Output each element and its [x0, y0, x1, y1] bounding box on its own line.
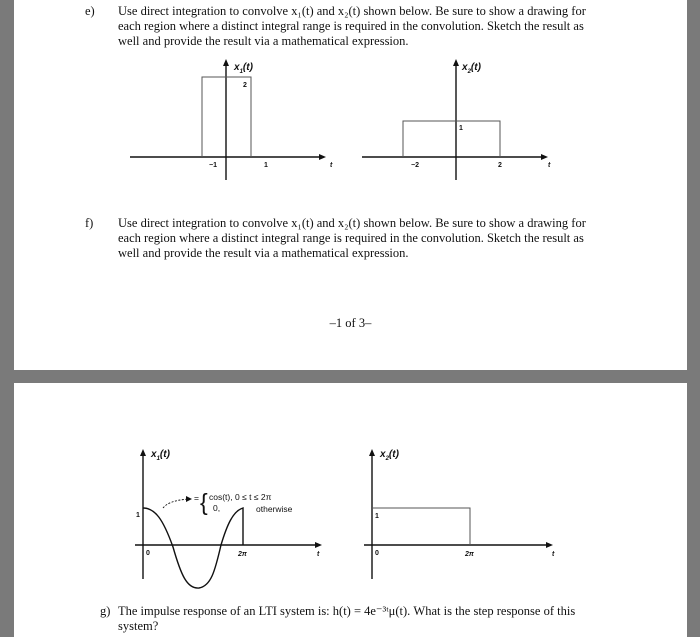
tick-label-right: 1: [264, 162, 268, 169]
plot-title: $x_2(t)$: [462, 62, 481, 75]
page-number: –1 of 3–: [329, 316, 372, 330]
tick-label-right: 2: [498, 162, 502, 169]
x-axis-arrow: [541, 154, 548, 160]
y-axis-arrow: [369, 449, 375, 456]
question-e-line-3: well and provide the result via a mathematical expression.: [118, 34, 409, 48]
plot-x1-cosine: [135, 445, 340, 605]
piece-case-1: cos(t), 0 ≤ t ≤ 2π: [209, 492, 272, 502]
question-g: [100, 604, 680, 636]
piece-case-2-condition: otherwise: [256, 504, 293, 514]
y-axis-arrow: [223, 59, 229, 66]
piece-brace: {: [200, 489, 208, 515]
annotation-arrowhead: [186, 496, 192, 502]
question-g-label: g): [100, 604, 111, 618]
tick-label-left: −2: [411, 162, 419, 169]
plot-x2-rect: [362, 56, 562, 186]
signal-x2-rect: [403, 121, 500, 157]
origin-label: 0: [146, 550, 150, 557]
plot-title: $x_2(t)$: [380, 449, 399, 462]
page-1: [14, 0, 687, 370]
axis-label-t: t: [552, 551, 555, 558]
question-f: [85, 216, 675, 264]
x-axis-arrow: [315, 542, 322, 548]
question-e-label: e): [85, 4, 95, 18]
question-f-label: f): [85, 216, 94, 230]
question-e: [85, 4, 675, 52]
y-axis-arrow: [140, 449, 146, 456]
piece-case-2-value: 0,: [213, 503, 221, 513]
axis-label-t: t: [330, 162, 333, 169]
signal-x2-window: [372, 508, 470, 545]
axis-label-t: t: [548, 162, 551, 169]
tick-label-2pi: 2π: [238, 551, 247, 558]
origin-label: 0: [375, 550, 379, 557]
question-g-line-2: system?: [118, 619, 159, 633]
plot-x1-rect: [130, 56, 333, 186]
y-axis-arrow: [453, 59, 459, 66]
plot-title: $x_1(t)$: [234, 62, 253, 75]
amplitude-label: 2: [243, 82, 247, 89]
question-e-line-1: Use direct integration to convolve x₁(t) and x₂(t) shown below. Be sure to show a drawing for: [118, 4, 586, 18]
question-f-line-3: well and provide the result via a mathematical expression.: [118, 246, 409, 260]
amplitude-label: 1: [136, 512, 140, 519]
question-g-line-1: The impulse response of an LTI system is: h(t) = 4e⁻³ᵗμ(t). What is the step response of this: [118, 604, 576, 618]
amplitude-label: 1: [459, 125, 463, 132]
plot-title: $x_1(t)$: [151, 449, 170, 462]
question-e-line-2: each region where a distinct integral range is required in the convolution. Sketch the result as: [118, 19, 584, 33]
page-2: [14, 383, 687, 637]
question-f-line-2: each region where a distinct integral range is required in the convolution. Sketch the result as: [118, 231, 584, 245]
piece-equals: =: [194, 493, 199, 503]
question-f-line-1: Use direct integration to convolve x₁(t) and x₂(t) shown below. Be sure to show a drawing for: [118, 216, 586, 230]
amplitude-label: 1: [375, 513, 379, 520]
axis-label-t: t: [317, 551, 320, 558]
x-axis-arrow: [546, 542, 553, 548]
signal-x1-cosine: [143, 508, 243, 588]
tick-label-2pi: 2π: [465, 551, 474, 558]
x-axis-arrow: [319, 154, 326, 160]
tick-label-left: −1: [209, 162, 217, 169]
annotation-arrow: [163, 499, 189, 508]
plot-x2-window: [364, 445, 569, 605]
